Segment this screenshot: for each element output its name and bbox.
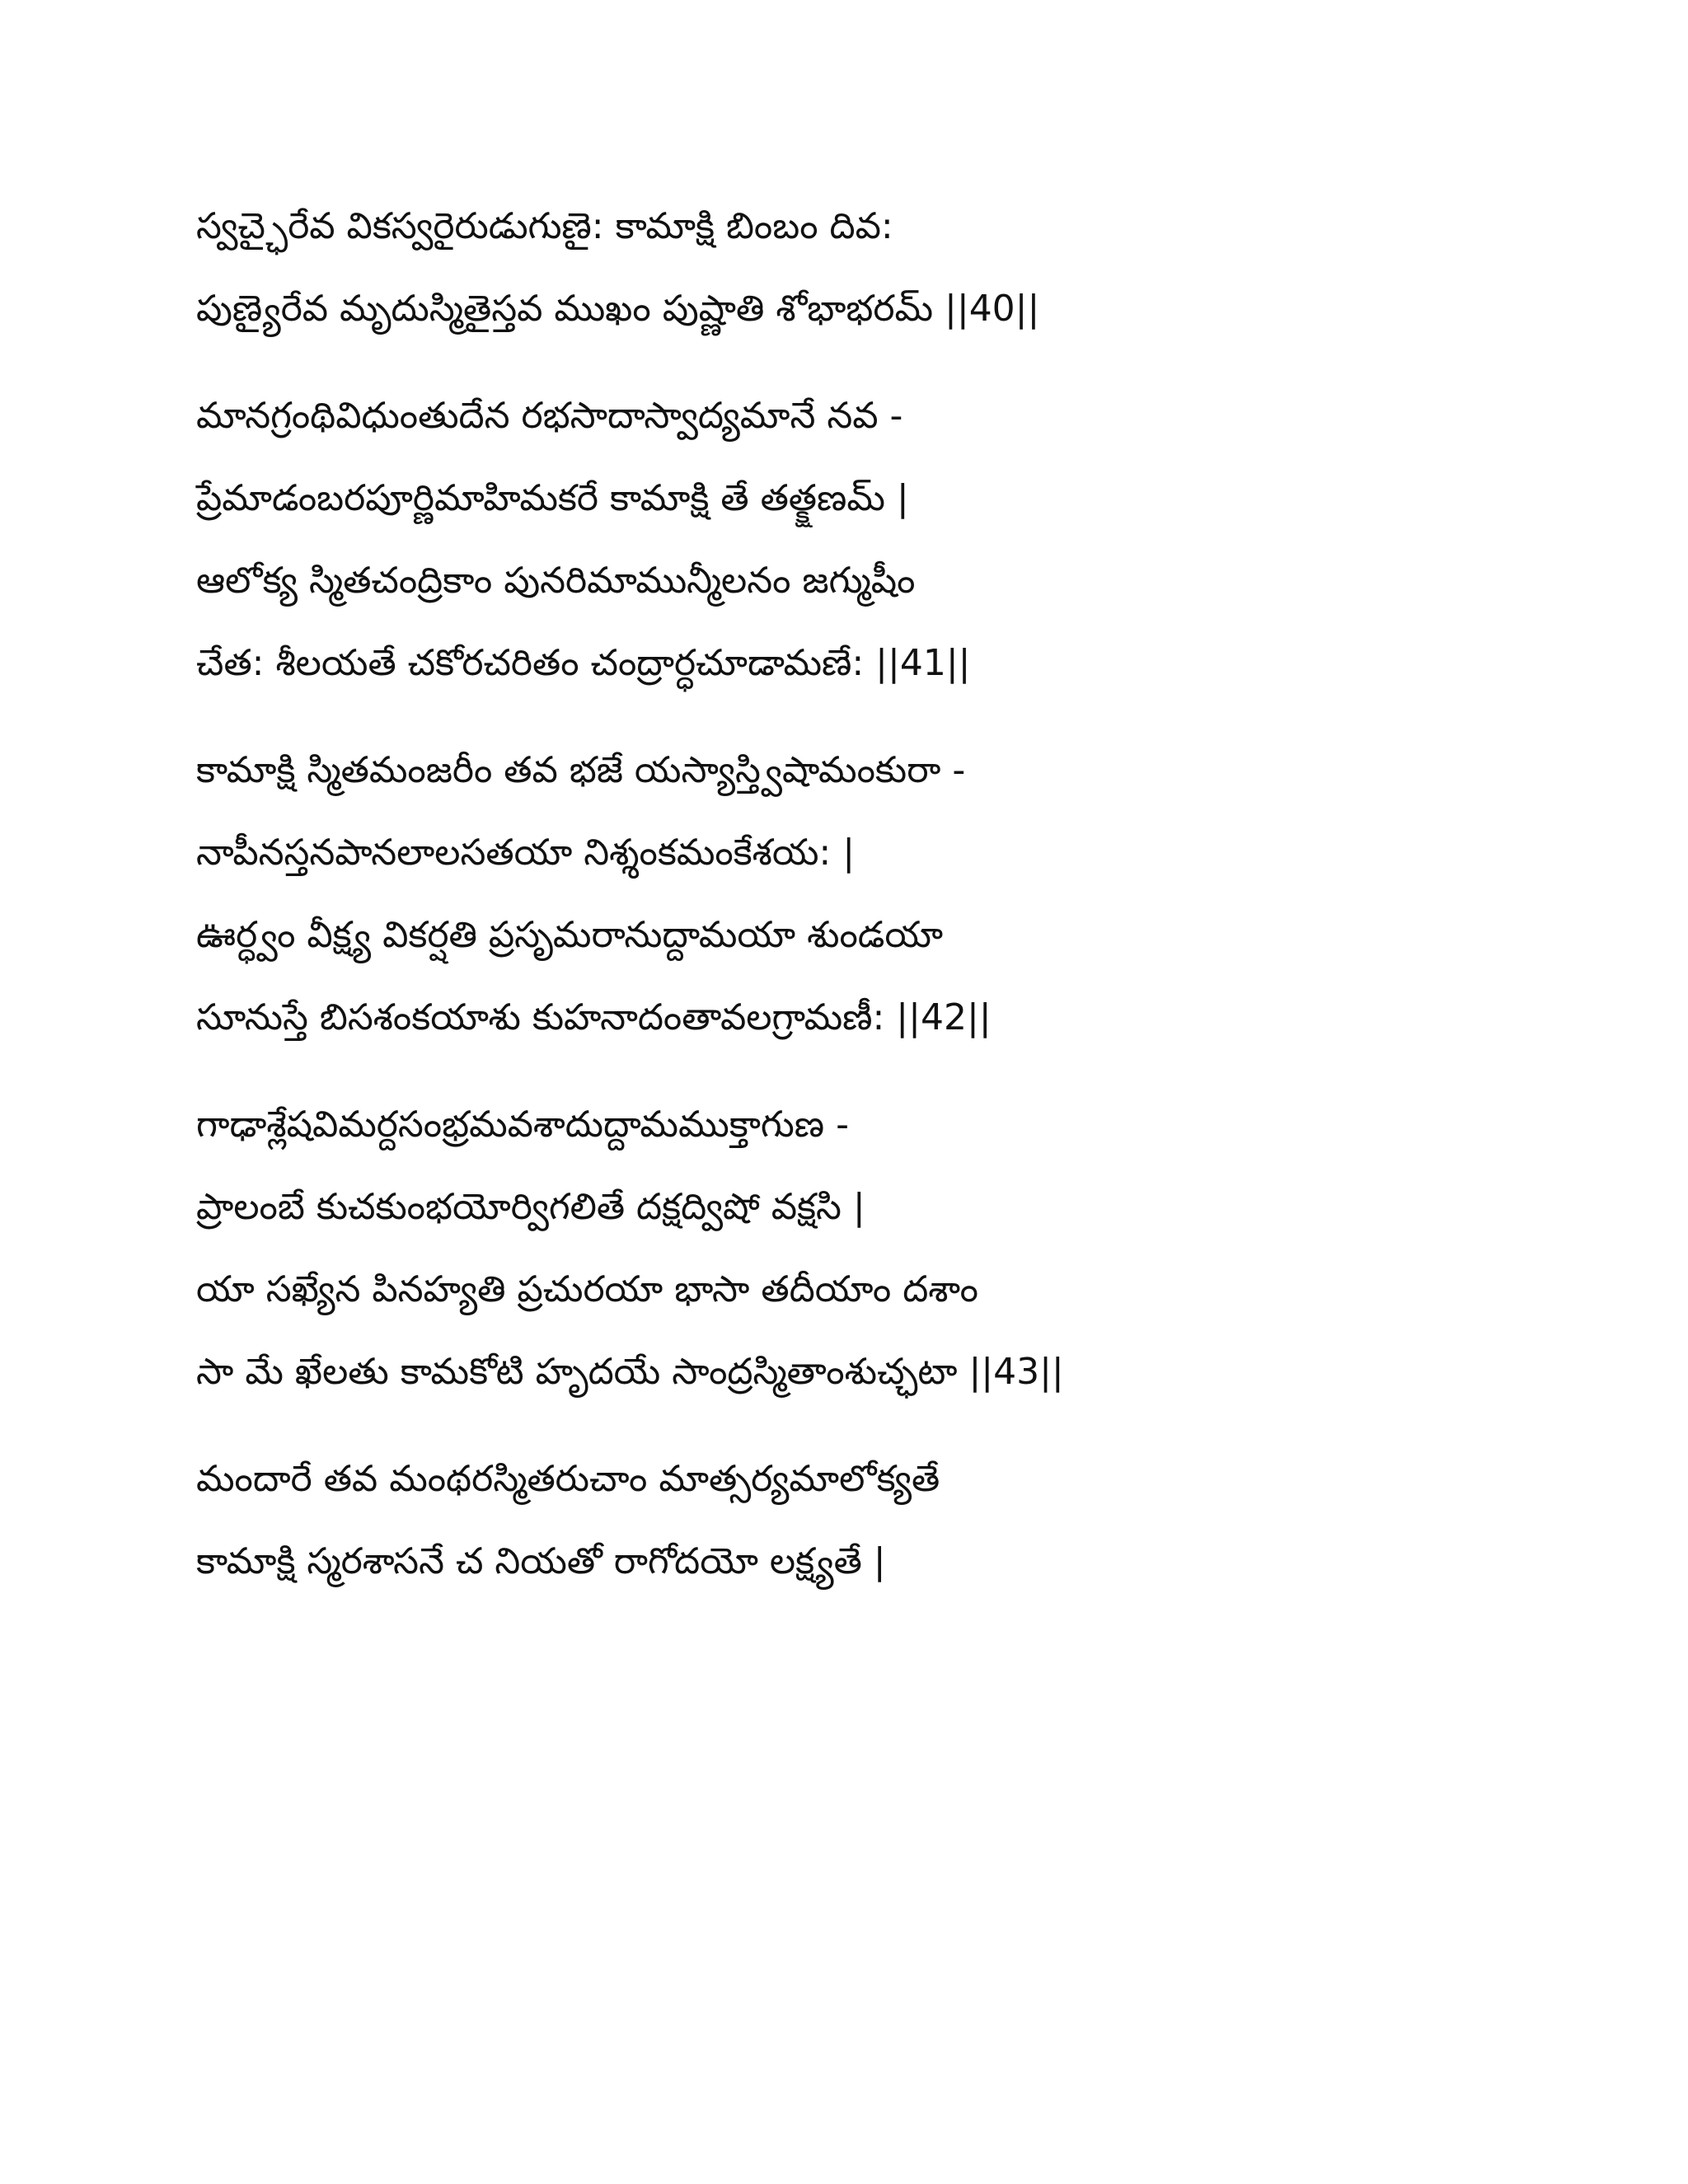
verse-line: ఊర్ధ్వం వీక్ష్య వికర్షతి ప్రసృమరానుద్దామయా శుండయా: [196, 914, 944, 956]
verse-line: మానగ్రంథివిధుంతుదేన రభసాదాస్వాద్యమానే నవ -: [196, 395, 903, 437]
verse-line: నాపీనస్తనపానలాలసతయా నిశ్శంకమంకేశయ: |: [196, 832, 856, 874]
verse-line: ప్రాలంబే కుచకుంభయోర్విగలితే దక్షద్విషో వక్షసి |: [196, 1186, 865, 1228]
verse-line: చేత: శీలయతే చకోరచరితం చంద్రార్ధచూడామణే: ||41||: [196, 642, 971, 684]
verse-line: సా మే ఖేలతు కామకోటి హృదయే సాంద్రస్మితాంశుచ్ఛటా ||43||: [196, 1351, 1064, 1393]
verse-line: స్వచ్ఛైరేవ వికస్వరైరుడుగుణై: కామాక్షి బింబం దివ:: [196, 205, 893, 247]
verse-line: సూనుస్తే బిసశంకయాశు కుహనాదంతావలగ్రామణీ: ||42||: [196, 996, 992, 1038]
stanza-42: [196, 729, 1556, 1059]
verse-line: పుణ్యైరేవ మృదుస్మితైస్తవ ముఖం పుష్ణాతి శోభాభరమ్ ||40||: [196, 288, 1040, 330]
verse-line: యా సఖ్యేన పినహ్యతి ప్రచురయా భాసా తదీయాం దశాం: [196, 1268, 978, 1310]
verse-line: ఆలోక్య స్మితచంద్రికాం పునరిమామున్మీలనం జగ్ముషీం: [196, 560, 916, 602]
verse-line: గాఢాశ్లేషవిమర్దసంభ్రమవశాదుద్దామముక్తాగుణ -: [196, 1104, 849, 1146]
verse-text: [196, 185, 1556, 1628]
stanza-43: [196, 1084, 1556, 1413]
verse-line: ప్రేమాడంబరపూర్ణిమాహిమకరే కామాక్షి తే తత్క్షణమ్ |: [196, 477, 909, 519]
stanza-41: [196, 375, 1556, 705]
stanza-40: [196, 185, 1556, 350]
verse-line: కామాక్షి స్మరశాసనే చ నియతో రాగోదయో లక్ష్యతే |: [196, 1540, 886, 1582]
verse-line: కామాక్షి స్మితమంజరీం తవ భజే యస్యాస్త్విషామంకురా -: [196, 749, 966, 791]
stanza-44-partial: [196, 1438, 1556, 1603]
verse-line: మందారే తవ మంథరస్మితరుచాం మాత్సర్యమాలోక్యతే: [196, 1458, 940, 1500]
